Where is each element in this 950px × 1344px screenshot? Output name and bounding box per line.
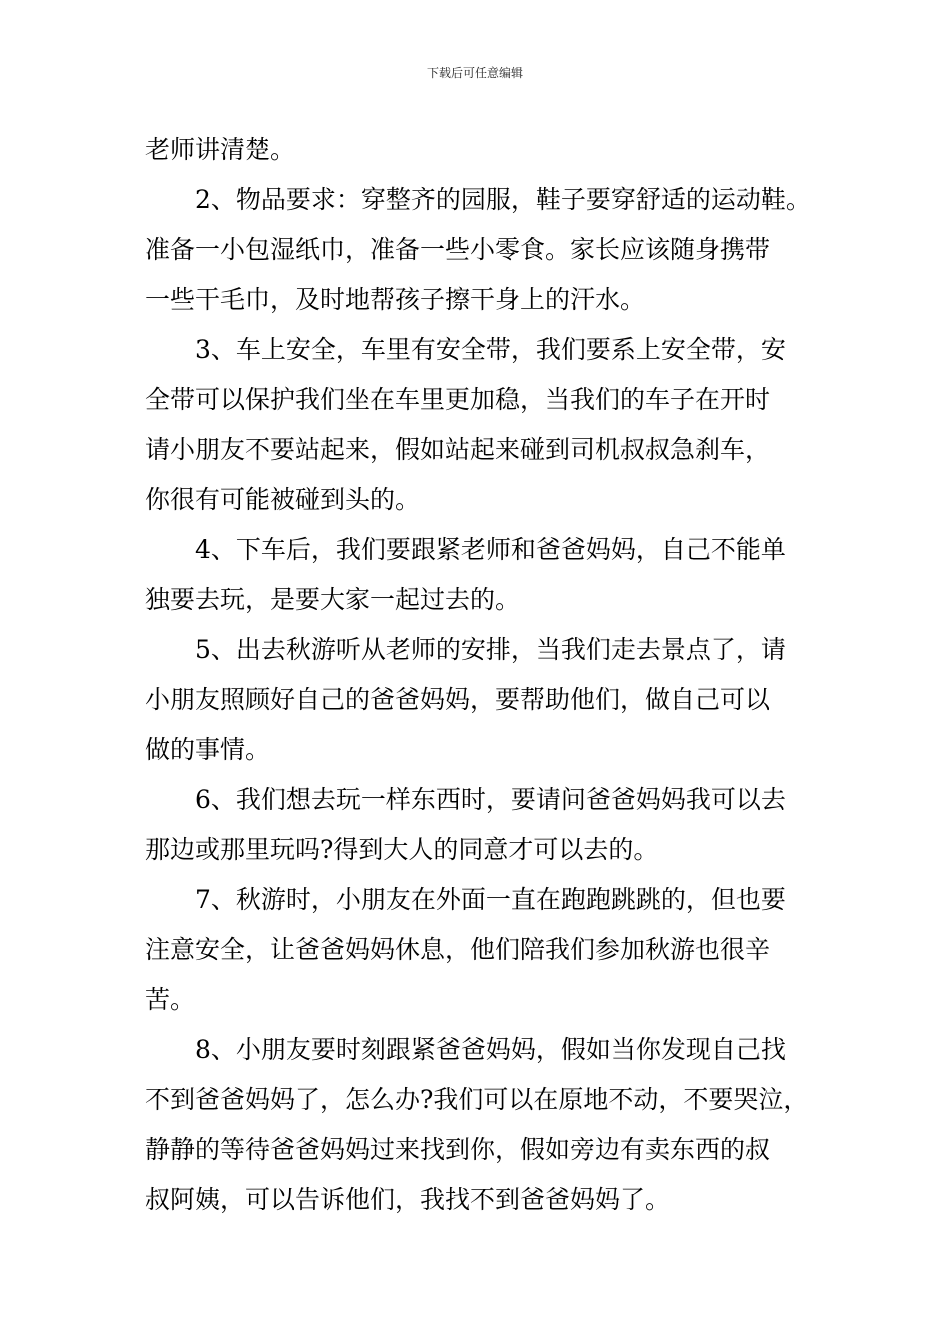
- text-line: 全带可以保护我们坐在车里更加稳，当我们的车子在开时: [145, 385, 771, 414]
- paragraph-2: [145, 175, 815, 325]
- text-line: 请小朋友不要站起来，假如站起来碰到司机叔叔急刹车，: [145, 435, 771, 464]
- text-line: 独要去玩，是要大家一起过去的。: [145, 585, 521, 614]
- text-line: 那边或那里玩吗?得到大人的同意才可以去的。: [145, 835, 659, 864]
- paragraph-4: [145, 525, 815, 625]
- text-line: 一些干毛巾，及时地帮孩子擦干身上的汗水。: [145, 285, 646, 314]
- text-line: 叔阿姨，可以告诉他们，我找不到爸爸妈妈了。: [145, 1185, 671, 1214]
- page-header: 下载后可任意编辑: [426, 66, 523, 80]
- text-line: 3、车上安全，车里有安全带，我们要系上安全带，安: [195, 335, 786, 364]
- text-line: 8、小朋友要时刻跟紧爸爸妈妈，假如当你发现自己找: [195, 1035, 786, 1064]
- text-line: 7、秋游时，小朋友在外面一直在跑跑跳跳的，但也要: [195, 885, 786, 914]
- paragraph-5: [145, 625, 815, 775]
- text-line: 2、物品要求：穿整齐的园服，鞋子要穿舒适的运动鞋。: [195, 185, 811, 214]
- text-line: 小朋友照顾好自己的爸爸妈妈，要帮助他们，做自己可以: [145, 685, 771, 714]
- document-body: [145, 125, 815, 1225]
- text-line: 6、我们想去玩一样东西时，要请问爸爸妈妈我可以去: [195, 785, 786, 814]
- text-line: 准备一小包湿纸巾，准备一些小零食。家长应该随身携带: [145, 235, 771, 264]
- text-line: 不到爸爸妈妈了，怎么办?我们可以在原地不动，不要哭泣，: [145, 1085, 809, 1114]
- text-line: 做的事情。: [145, 735, 271, 764]
- text-line: 4、下车后，我们要跟紧老师和爸爸妈妈，自己不能单: [195, 535, 786, 564]
- text-line: 老师讲清楚。: [145, 135, 296, 164]
- paragraph-1: [145, 125, 815, 175]
- text-line: 静静的等待爸爸妈妈过来找到你，假如旁边有卖东西的叔: [145, 1135, 771, 1164]
- paragraph-7: [145, 875, 815, 1025]
- text-line: 5、出去秋游听从老师的安排，当我们走去景点了，请: [195, 635, 786, 664]
- text-line: 你很有可能被碰到头的。: [145, 485, 421, 514]
- paragraph-8: [145, 1025, 815, 1225]
- paragraph-6: [145, 775, 815, 875]
- text-line: 注意安全，让爸爸妈妈休息，他们陪我们参加秋游也很辛: [145, 935, 771, 964]
- text-line: 苦。: [145, 985, 196, 1014]
- paragraph-3: [145, 325, 815, 525]
